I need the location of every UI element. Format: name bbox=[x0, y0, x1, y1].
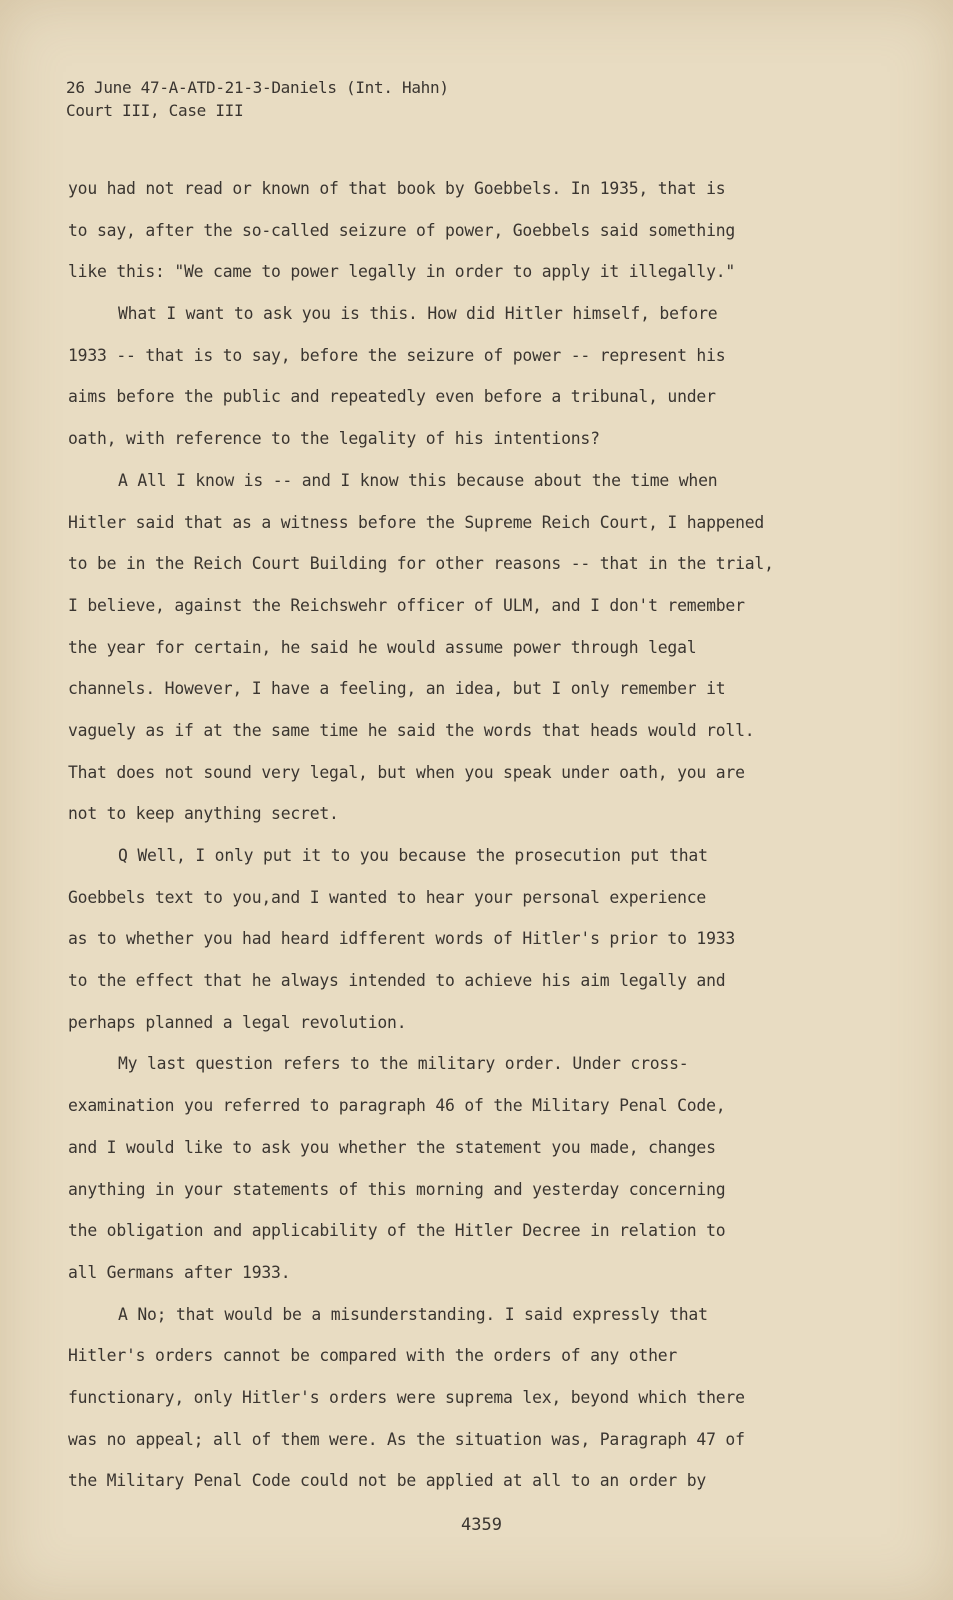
text-line: as to whether you had heard idfferent words of Hitler's prior to 1933 bbox=[68, 929, 736, 949]
text-line: all Germans after 1933. bbox=[68, 1262, 291, 1282]
header-line-2: Court III, Case III bbox=[66, 101, 244, 120]
text-line: to be in the Reich Court Building for other reasons -- that in the trial, bbox=[68, 554, 774, 574]
text-line: aims before the public and repeatedly even before a tribunal, under bbox=[68, 387, 716, 407]
text-line: channels. However, I have a feeling, an idea, but I only remember it bbox=[68, 679, 726, 699]
text-line: the year for certain, he said he would assume power through legal bbox=[68, 637, 697, 657]
text-line: My last question refers to the military order. Under cross- bbox=[118, 1054, 689, 1074]
text-line: to say, after the so-called seizure of power, Goebbels said something bbox=[68, 220, 736, 240]
text-line: 1933 -- that is to say, before the seizure of power -- represent his bbox=[68, 345, 726, 365]
text-line: and I would like to ask you whether the statement you made, changes bbox=[68, 1137, 716, 1157]
text-line: Hitler said that as a witness before the Supreme Reich Court, I happened bbox=[68, 512, 765, 532]
text-line: Q Well, I only put it to you because the prosecution put that bbox=[118, 846, 708, 865]
text-line: like this: "We came to power legally in order to apply it illegally." bbox=[68, 262, 736, 282]
text-line: vaguely as if at the same time he said the words that heads would roll. bbox=[68, 720, 755, 740]
text-line: the obligation and applicability of the Hitler Decree in relation to bbox=[68, 1221, 726, 1241]
text-line: was no appeal; all of them were. As the situation was, Paragraph 47 of bbox=[68, 1429, 745, 1449]
text-line: examination you referred to paragraph 46 of the Military Penal Code, bbox=[68, 1096, 726, 1116]
page-number: 4359 bbox=[461, 1515, 502, 1535]
text-line: I believe, against the Reichswehr officer of ULM, and I don't remember bbox=[68, 595, 745, 615]
text-line: to the effect that he always intended to achieve his aim legally and bbox=[68, 971, 726, 991]
text-line: oath, with reference to the legality of his intentions? bbox=[68, 429, 600, 449]
text-line: perhaps planned a legal revolution. bbox=[68, 1012, 407, 1032]
text-line: Goebbels text to you,and I wanted to hear your personal experience bbox=[68, 887, 707, 907]
text-line: functionary, only Hitler's orders were suprema lex, beyond which there bbox=[68, 1387, 745, 1407]
text-line: you had not read or known of that book by Goebbels. In 1935, that is bbox=[68, 179, 726, 198]
text-line: That does not sound very legal, but when you speak under oath, you are bbox=[68, 762, 745, 782]
text-line: A All I know is -- and I know this because about the time when bbox=[118, 470, 718, 490]
text-line: anything in your statements of this morning and yesterday concerning bbox=[68, 1179, 726, 1199]
text-line: the Military Penal Code could not be applied at all to an order by bbox=[68, 1471, 707, 1491]
document-header bbox=[66, 76, 449, 122]
header-line-1: 26 June 47-A-ATD-21-3-Daniels (Int. Hahn) bbox=[66, 78, 449, 97]
text-line: not to keep anything secret. bbox=[68, 804, 339, 824]
transcript-body bbox=[68, 174, 828, 1508]
text-line: Hitler's orders cannot be compared with the orders of any other bbox=[68, 1346, 678, 1366]
text-line: What I want to ask you is this. How did Hitler himself, before bbox=[118, 304, 718, 324]
text-line: A No; that would be a misunderstanding. I said expressly that bbox=[118, 1304, 708, 1324]
